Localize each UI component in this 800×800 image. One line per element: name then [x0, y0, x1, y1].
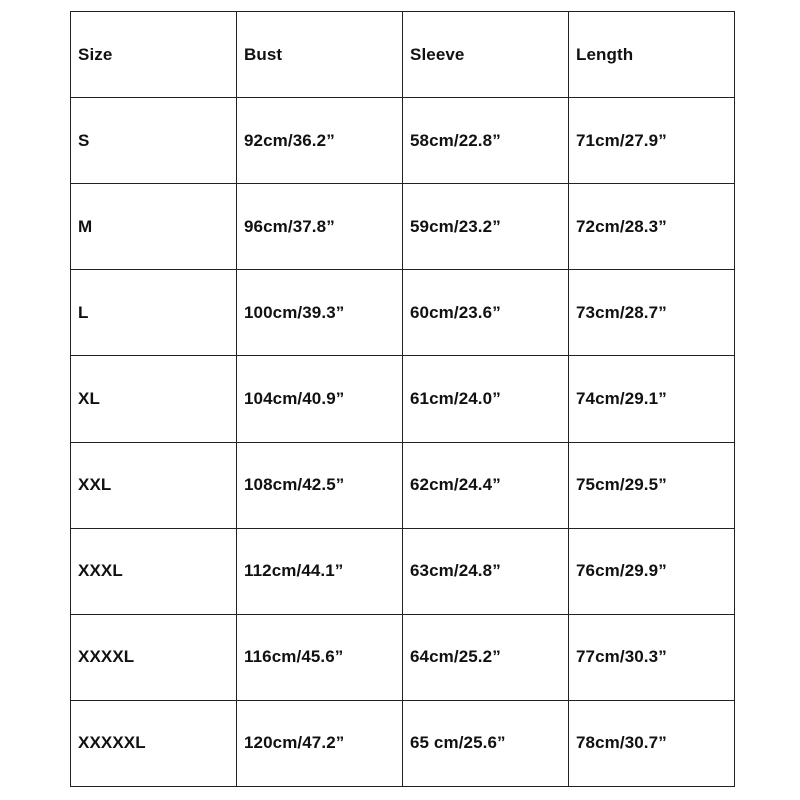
- table-row: [71, 614, 735, 700]
- cell-length: 74cm/29.1”: [569, 356, 735, 442]
- header-length: Length: [569, 12, 735, 98]
- cell-size: XL: [71, 356, 237, 442]
- cell-bust: 112cm/44.1”: [237, 528, 403, 614]
- cell-size: L: [71, 270, 237, 356]
- cell-sleeve: 63cm/24.8”: [403, 528, 569, 614]
- table-row: [71, 442, 735, 528]
- cell-sleeve: 60cm/23.6”: [403, 270, 569, 356]
- cell-bust: 108cm/42.5”: [237, 442, 403, 528]
- cell-length: 76cm/29.9”: [569, 528, 735, 614]
- cell-size: S: [71, 98, 237, 184]
- cell-length: 75cm/29.5”: [569, 442, 735, 528]
- cell-length: 71cm/27.9”: [569, 98, 735, 184]
- cell-size: M: [71, 184, 237, 270]
- cell-sleeve: 59cm/23.2”: [403, 184, 569, 270]
- cell-bust: 120cm/47.2”: [237, 700, 403, 786]
- table-header-row: [71, 12, 735, 98]
- cell-size: XXL: [71, 442, 237, 528]
- cell-sleeve: 58cm/22.8”: [403, 98, 569, 184]
- cell-length: 73cm/28.7”: [569, 270, 735, 356]
- table-row: [71, 184, 735, 270]
- table-row: [71, 700, 735, 786]
- cell-sleeve: 64cm/25.2”: [403, 614, 569, 700]
- header-sleeve: Sleeve: [403, 12, 569, 98]
- cell-length: 77cm/30.3”: [569, 614, 735, 700]
- cell-bust: 92cm/36.2”: [237, 98, 403, 184]
- table-row: [71, 270, 735, 356]
- cell-sleeve: 62cm/24.4”: [403, 442, 569, 528]
- size-chart-table: [70, 11, 735, 787]
- cell-bust: 116cm/45.6”: [237, 614, 403, 700]
- cell-length: 72cm/28.3”: [569, 184, 735, 270]
- cell-size: XXXL: [71, 528, 237, 614]
- cell-bust: 96cm/37.8”: [237, 184, 403, 270]
- header-bust: Bust: [237, 12, 403, 98]
- table-row: [71, 356, 735, 442]
- cell-sleeve: 61cm/24.0”: [403, 356, 569, 442]
- cell-bust: 104cm/40.9”: [237, 356, 403, 442]
- table-row: [71, 98, 735, 184]
- cell-bust: 100cm/39.3”: [237, 270, 403, 356]
- header-size: Size: [71, 12, 237, 98]
- cell-size: XXXXL: [71, 614, 237, 700]
- cell-size: XXXXXL: [71, 700, 237, 786]
- table-row: [71, 528, 735, 614]
- cell-sleeve: 65 cm/25.6”: [403, 700, 569, 786]
- cell-length: 78cm/30.7”: [569, 700, 735, 786]
